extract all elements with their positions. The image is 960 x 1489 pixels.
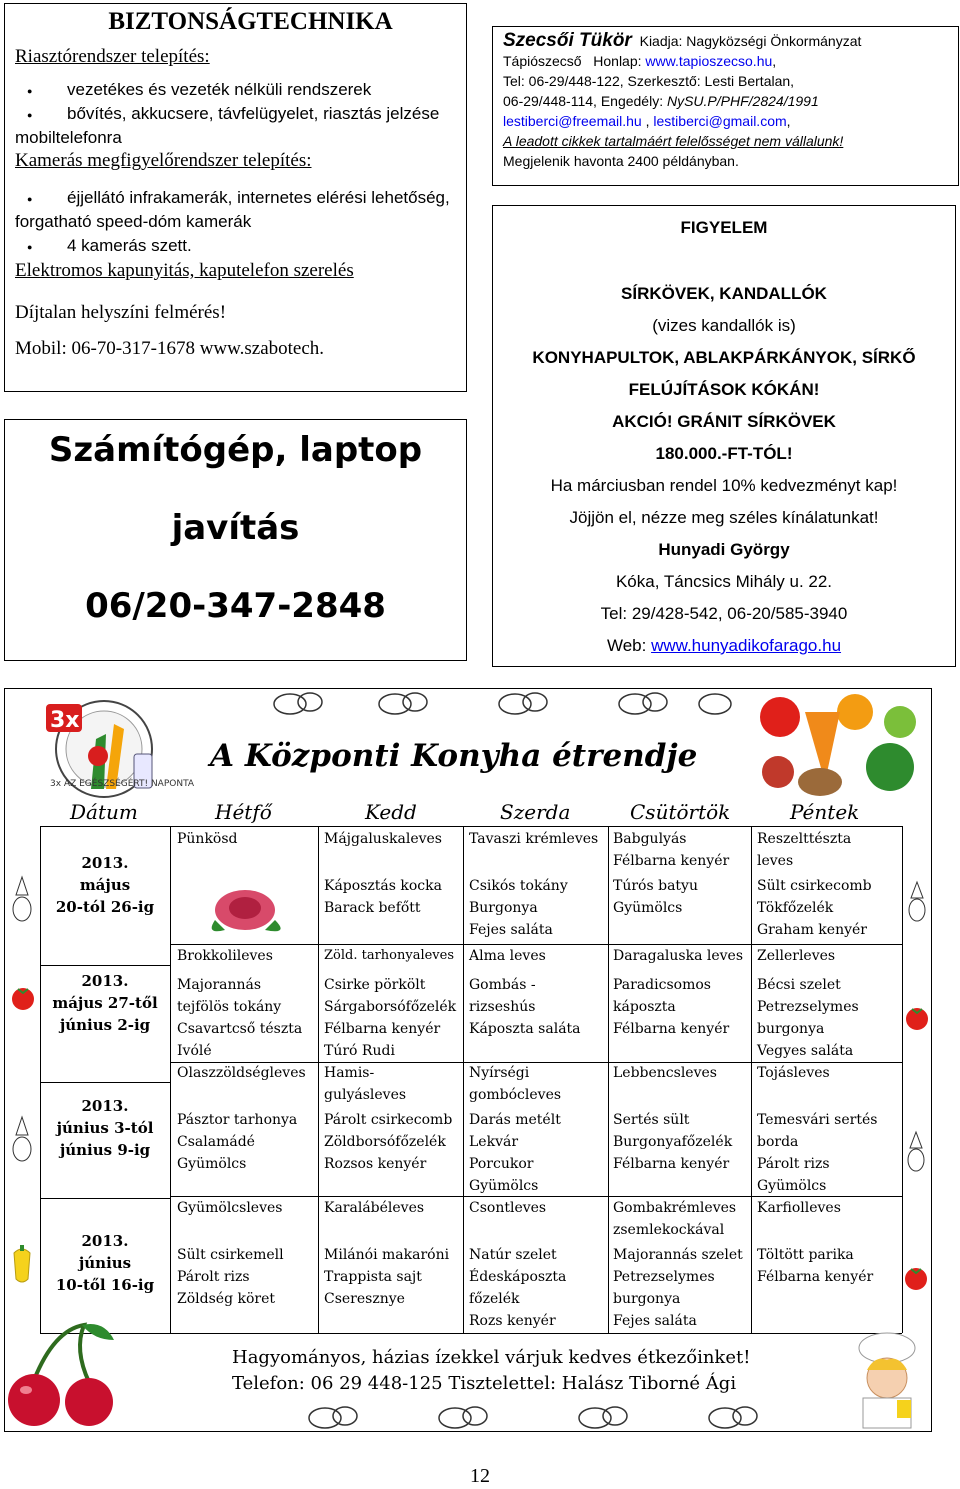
fig-l9: Hunyadi György xyxy=(658,540,790,559)
camera-bullet-1: ● éjjellátó infrakamerák, internetes elérési lehetőség, forgatható speed-dóm kamerák xyxy=(15,186,456,234)
web-link[interactable]: www.hunyadikofarago.hu xyxy=(651,636,842,655)
free-survey: Díjtalan helyszíni felmérés! xyxy=(15,302,227,323)
w3-fri-b: Temesvári sertés borda Párolt rizs Gyümölcs xyxy=(757,1112,878,1194)
header-tuesday: Kedd xyxy=(365,800,417,824)
header-thursday: Csütörtök xyxy=(630,800,731,824)
week4-date: 2013. június 10-től 16-ig xyxy=(55,1232,155,1294)
radish-right-icon xyxy=(905,880,929,930)
newspaper-name: Szecsői Tükör xyxy=(503,30,632,51)
alarm-bullet-2: ● bővítés, akkucsere, távfelügyelet, riasztás jelzése mobiltelefonra xyxy=(15,102,456,150)
tomato-right-icon-2 xyxy=(903,1265,929,1291)
w4-wed-a: Csontleves xyxy=(469,1200,547,1216)
camera-bullet-2: ● 4 kamerás szett. xyxy=(15,234,456,258)
gate-subtitle: Elektromos kapunyitás, kaputelefon szerelés xyxy=(15,260,354,281)
w2-fri-b: Bécsi szelet Petrezselymes burgonya Vegyes saláta xyxy=(757,977,859,1059)
menu-title: A Központi Konyha étrendje xyxy=(210,738,698,774)
pc-line1: Számítógép, laptop xyxy=(48,430,423,470)
disclaimer: A leadott cikkek tartalmáért felelősséget nem vállalunk! xyxy=(503,133,844,149)
header-friday: Péntek xyxy=(790,800,860,824)
fig-l4: FELÚJÍTÁSOK KÓKÁN! xyxy=(628,380,820,399)
w2-tue-a: Zöld. tarhonyaleves xyxy=(324,948,455,963)
w3-mon-b: Pásztor tarhonya Csalamádé Gyümölcs xyxy=(177,1112,298,1172)
fig-l10: Kóka, Táncsics Mihály u. 22. xyxy=(615,572,833,591)
alarm-subtitle: Riasztórendszer telepítés: xyxy=(15,46,210,67)
fig-l1: SÍRKÖVEK, KANDALLÓK xyxy=(621,284,827,303)
mobile-contact: Mobil: 06-70-317-1678 www.szabotech. xyxy=(15,338,325,359)
w2-mon-a: Brokkolileves xyxy=(177,948,273,964)
paper-tel: Tel: 06-29/448-122, Szerkesztő: Lesti Bertalan, xyxy=(503,73,795,89)
w1-thu-a: Babgulyás Félbarna kenyér xyxy=(613,831,730,869)
pc-line2: javítás xyxy=(171,508,300,548)
w4-fri-b: Töltött parika Félbarna kenyér xyxy=(757,1247,874,1285)
camera-subtitle: Kamerás megfigyelőrendszer telepítés: xyxy=(15,150,312,171)
w4-thu-a: Gombakrémleves zsemlekockával xyxy=(613,1200,737,1238)
security-ad xyxy=(4,3,467,392)
w1-wed-a: Tavaszi krémleves xyxy=(469,831,599,847)
paper-tel2: 06-29/448-114, Engedély: xyxy=(503,93,664,109)
vegetables-icon xyxy=(750,692,920,800)
header-date: Dátum xyxy=(70,800,138,824)
fig-l8: Jöjjön el, nézze meg széles kínálatunkat! xyxy=(569,508,879,527)
gravestone-ad xyxy=(492,205,956,667)
w2-fri-a: Zellerleves xyxy=(757,948,836,964)
cherries-icon xyxy=(4,1320,124,1432)
fig-l6: 180.000.-FT-TÓL! xyxy=(655,444,793,463)
grid-line xyxy=(40,1082,170,1083)
w3-thu-a: Lebbencsleves xyxy=(613,1065,717,1081)
w2-wed-b: Gombás - rizseshús Káposzta saláta xyxy=(469,977,581,1037)
publisher: Kiadja: Nagyközségi Önkormányzat Tápiószecső xyxy=(503,33,862,69)
w4-tue-a: Karalábéleves xyxy=(324,1200,425,1216)
w1-fri-a: Reszelttészta leves xyxy=(757,831,852,869)
fig-l11: Tel: 29/428-542, 06-20/585-3940 xyxy=(600,604,848,623)
fig-l2: (vizes kandallók is) xyxy=(652,316,796,335)
w3-thu-b: Sertés sült Burgonyafőzelék Félbarna kenyér xyxy=(613,1112,733,1172)
grid-line xyxy=(40,965,170,966)
page-number: 12 xyxy=(470,1465,490,1487)
circulation: Megjelenik havonta 2400 példányban. xyxy=(503,153,739,169)
w3-mon-a: Olaszzöldségleves xyxy=(177,1065,306,1081)
footer-line-1: Hagyományos, házias ízekkel várjuk kedves étkezőinket! xyxy=(232,1347,751,1368)
chef-icon xyxy=(845,1330,930,1430)
permit: NySU.P/PHF/2824/1991 xyxy=(666,93,819,109)
fig-l3: KONYHAPULTOK, ABLAKPÁRKÁNYOK, SÍRKŐ xyxy=(532,348,916,367)
radish-icon xyxy=(8,875,36,935)
grid-line xyxy=(902,826,903,1333)
onion-decoration-bottom-icon xyxy=(265,1404,825,1434)
grid-line xyxy=(170,826,171,1333)
w1-thu-b: Túrós batyu Gyümölcs xyxy=(613,878,698,916)
footer-line-2: Telefon: 06 29 448-125 Tisztelettel: Halász Tiborné Ági xyxy=(232,1373,737,1394)
w3-tue-a: Hamis- gulyásleves xyxy=(324,1065,407,1103)
radish-icon-2 xyxy=(8,1115,36,1175)
grid-line xyxy=(463,826,464,1333)
onion-decoration-icon xyxy=(265,690,745,720)
badge-text xyxy=(36,694,195,804)
tomato-icon xyxy=(10,985,36,1011)
homepage-link[interactable]: www.tapioszecso.hu xyxy=(645,53,773,69)
w2-mon-b: Majorannás tejfölös tokány Csavartcső tészta Ivólé xyxy=(177,977,303,1059)
w2-wed-a: Alma leves xyxy=(469,948,546,964)
w2-thu-a: Daragaluska leves xyxy=(613,948,744,964)
w1-tue-a: Májgaluskaleves xyxy=(324,831,442,847)
w1-mon-a: Pünkösd xyxy=(177,831,238,847)
grid-line xyxy=(40,1198,170,1199)
w3-fri-a: Tojásleves xyxy=(757,1065,830,1081)
week2-date: 2013. május 27-től június 2-ig xyxy=(52,972,158,1034)
pc-phone: 06/20-347-2848 xyxy=(85,586,386,626)
rose-icon xyxy=(195,880,295,940)
w4-thu-b: Majorannás szelet Petrezselymes burgonya Fejes saláta xyxy=(613,1247,743,1329)
computer-repair-ad xyxy=(4,419,467,661)
grid-line xyxy=(318,826,319,1333)
menu-footer xyxy=(232,1345,750,1397)
w1-wed-b: Csikós tokány Burgonya Fejes saláta xyxy=(469,878,568,938)
alarm-bullet-1: ● vezetékes és vezeték nélküli rendszerek xyxy=(15,78,456,102)
email-link-2[interactable]: lestiberci@gmail.com xyxy=(653,113,787,129)
w3-wed-b: Darás metélt Lekvár Porcukor Gyümölcs xyxy=(469,1112,561,1194)
w3-wed-a: Nyírségi gombócleves xyxy=(469,1065,562,1103)
w2-thu-b: Paradicsomos káposzta Félbarna kenyér xyxy=(613,977,730,1037)
header-wednesday: Szerda xyxy=(500,800,571,824)
week1-date: 2013. május 20-tól 26-ig xyxy=(55,854,155,916)
grid-line xyxy=(751,826,752,1333)
w4-fri-a: Karfiolleves xyxy=(757,1200,841,1216)
fig-l5: AKCIÓ! GRÁNIT SÍRKÖVEK xyxy=(612,412,836,431)
homepage-label: Honlap: xyxy=(593,53,642,69)
grid-line xyxy=(608,826,609,1333)
w4-mon-a: Gyümölcsleves xyxy=(177,1200,283,1216)
w4-mon-b: Sült csirkemell Párolt rizs Zöldség köret xyxy=(177,1247,284,1307)
badge-label: 3x AZ EGÉSZSÉGÉRT! NAPONTA xyxy=(50,779,195,789)
header-monday: Hétfő xyxy=(215,800,272,824)
w1-tue-b: Káposztás kocka Barack befőtt xyxy=(324,878,442,916)
w4-wed-b: Natúr szelet Édeskáposzta főzelék Rozs kenyér xyxy=(469,1247,567,1329)
security-title: BIZTONSÁGTECHNIKA xyxy=(108,8,393,35)
pepper-icon xyxy=(8,1245,36,1285)
w2-tue-b: Csirke pörkölt Sárgaborsófőzelék Félbarna kenyér Túró Rudi xyxy=(324,977,457,1059)
newspaper-info: Szecsői Tükör Kiadja: Nagyközségi Önkormányzat Tápiószecső Honlap: www.tapioszecso.hu, Tel: 06-29/448-122, Szerkesztő: Lesti Bertalan, 06-29/448-114, Engedély: NySU.P/PHF/2824/1991 lestiberci@freemail.hu , lestiberci@gmail.com, A leadott cikkek tartalmáért felelősséget nem vállalunk! Megjelenik havonta 2400 példányban. xyxy=(492,26,959,186)
web-label: Web: xyxy=(606,636,647,655)
radish-right-icon-2 xyxy=(904,1130,928,1180)
w3-tue-b: Párolt csirkecomb Zöldborsófőzelék Rozsos kenyér xyxy=(324,1112,453,1172)
w1-fri-b: Sült csirkecomb Tökfőzelék Graham kenyér xyxy=(757,878,872,938)
email-link-1[interactable]: lestiberci@freemail.hu xyxy=(503,113,642,129)
tomato-right-icon xyxy=(904,1005,930,1031)
w4-tue-b: Milánói makaróni Trappista sajt Cseresznye xyxy=(324,1247,450,1307)
grid-line xyxy=(40,1333,902,1334)
svg-text:3x: 3x xyxy=(50,708,80,733)
fig-title: FIGYELEM xyxy=(680,218,768,237)
fig-l7: Ha márciusban rendel 10% kedvezményt kap! xyxy=(550,476,898,495)
week3-date: 2013. június 3-tól június 9-ig xyxy=(56,1097,154,1159)
